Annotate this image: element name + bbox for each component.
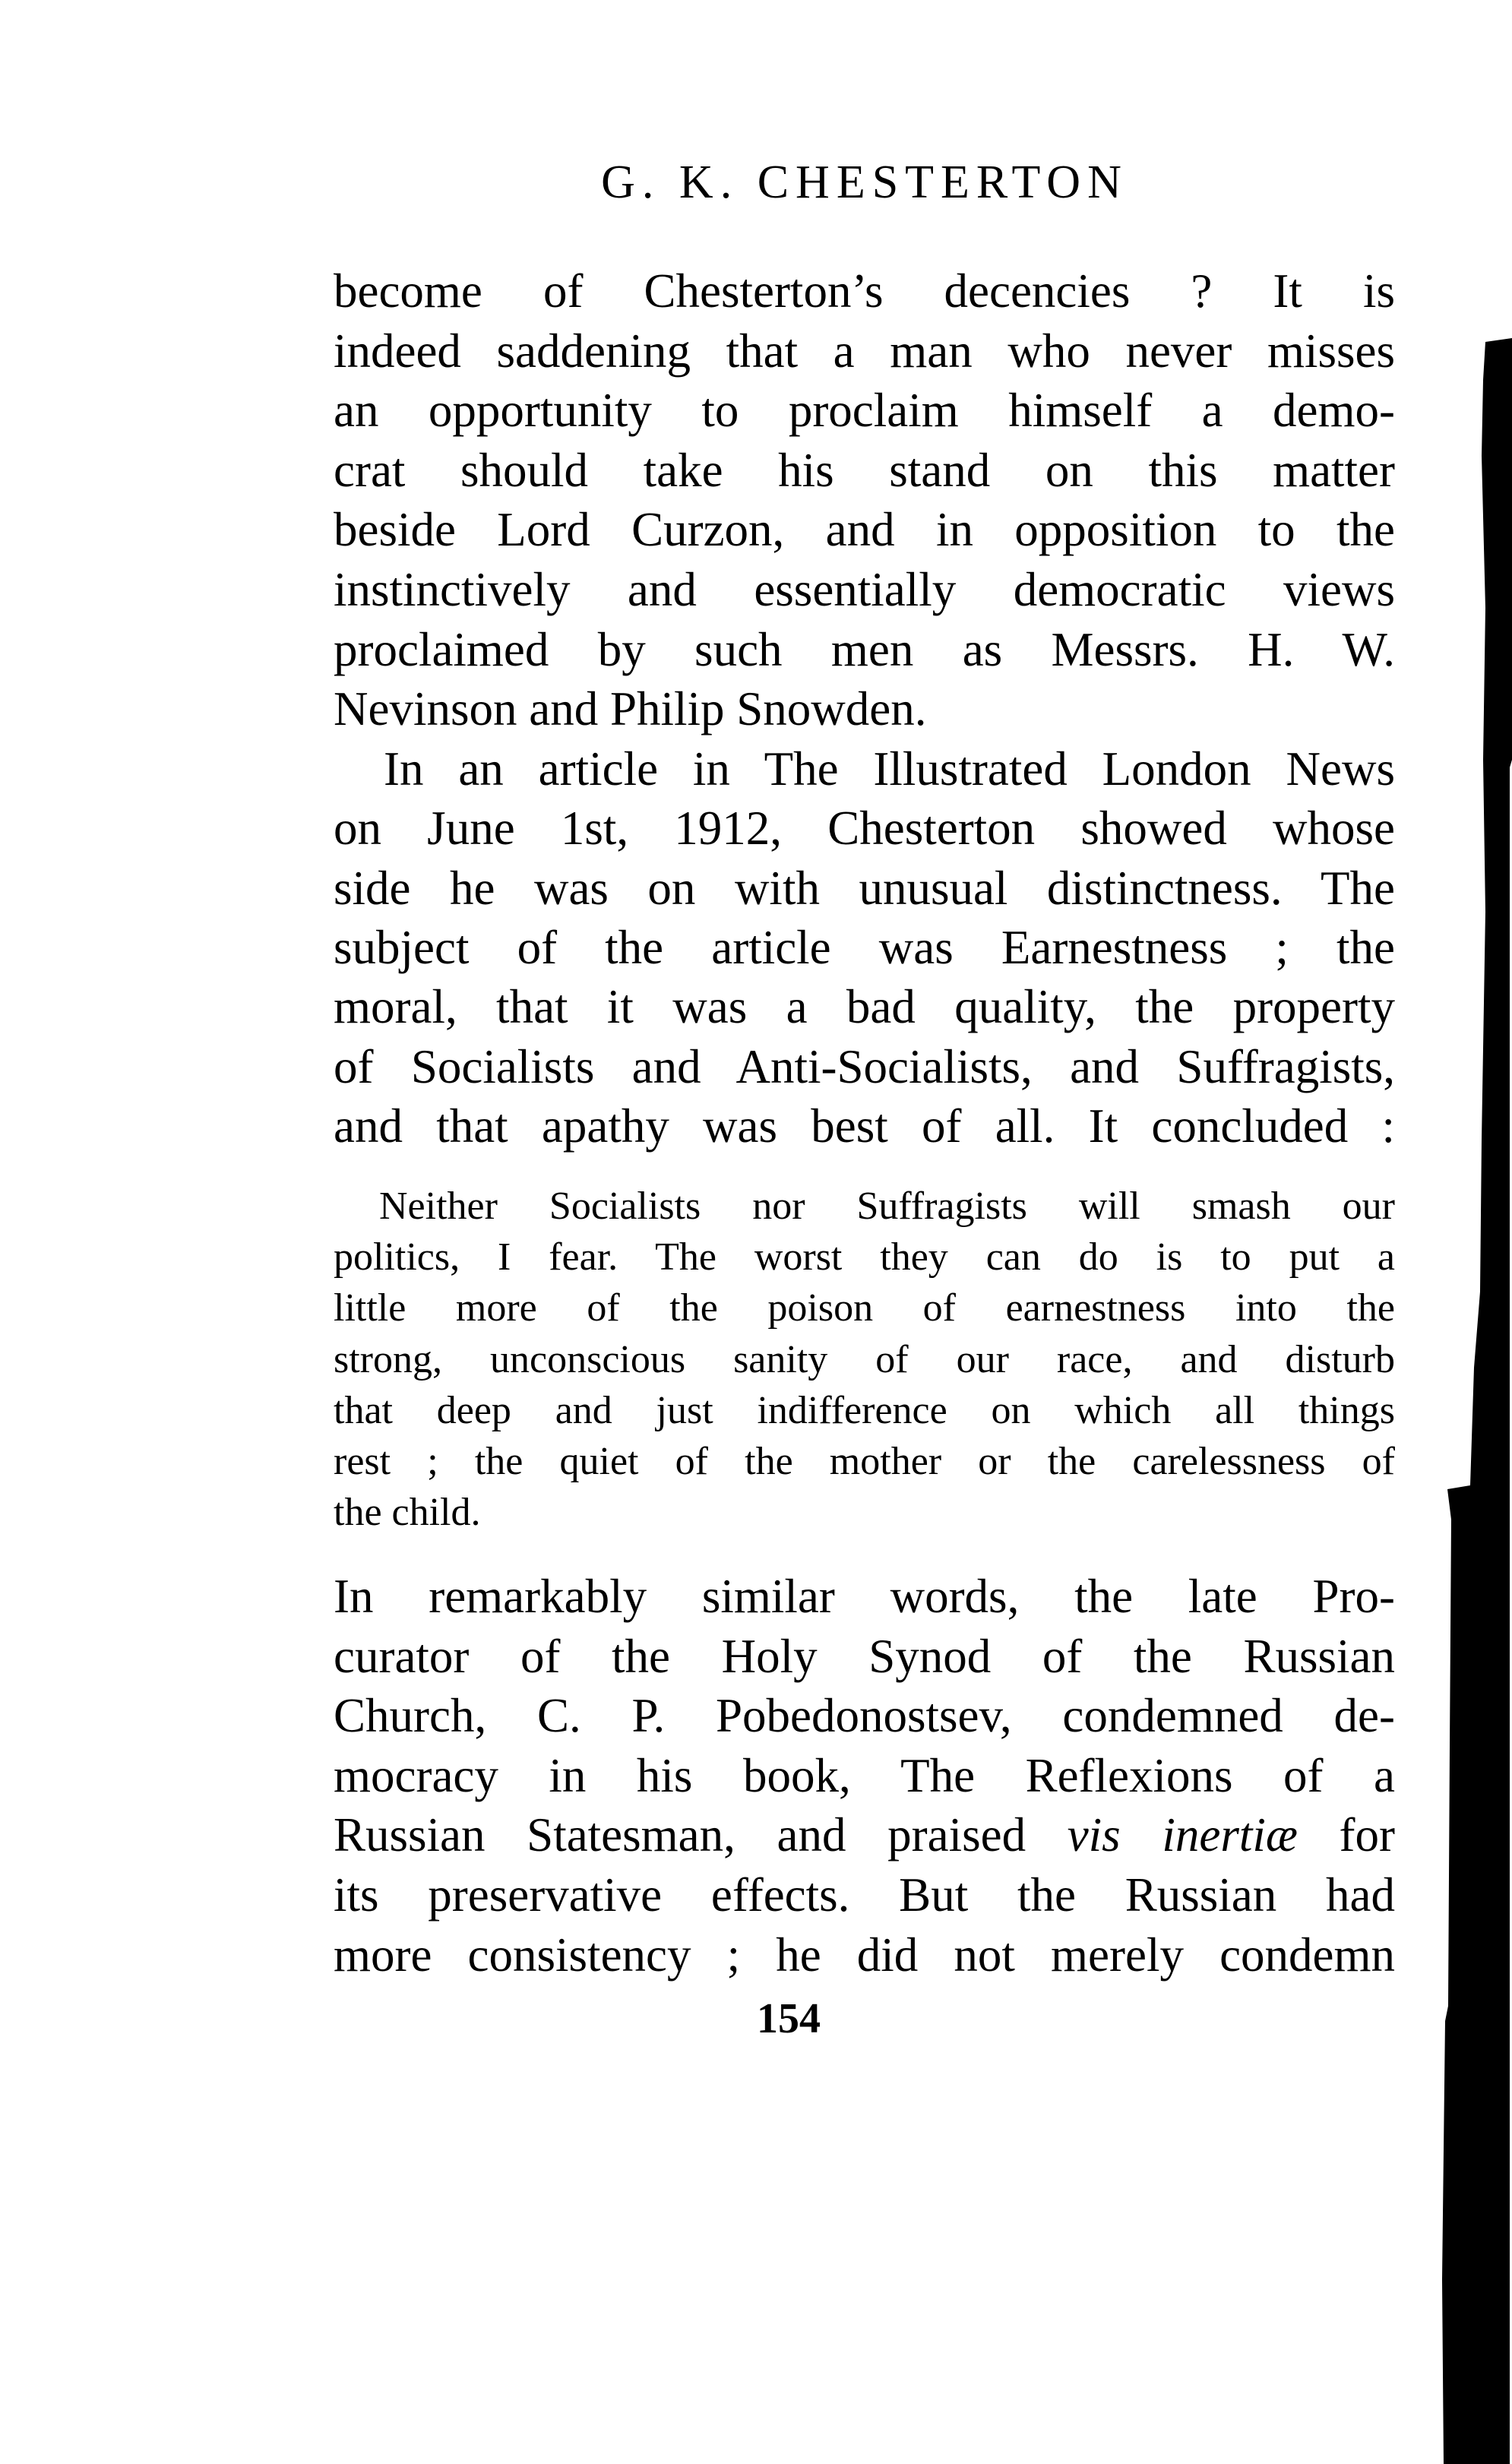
page-number: 154 — [757, 1995, 821, 2042]
quote-line: Neither Socialists nor Suffragists will smash our — [379, 1185, 1395, 1228]
text-line: become of Chesterton’s decencies ? It is — [334, 264, 1395, 318]
quote-line: little more of the poison of earnestness into the — [334, 1286, 1395, 1330]
quote-line: rest ; the quiet of the mother or the carelessness of — [334, 1440, 1395, 1483]
text-line: subject of the article was Earnestness ; the — [334, 920, 1395, 974]
text-line: curator of the Holy Synod of the Russian — [334, 1629, 1395, 1683]
text-line: of Socialists and Anti-Socialists, and Suffragists, — [334, 1039, 1395, 1093]
text-line: more consistency ; he did not merely condemn — [334, 1928, 1395, 1982]
italic-phrase: vis inertiæ — [1067, 1808, 1298, 1862]
text-line: In an article in The Illustrated London News — [384, 742, 1395, 796]
text-line: its preservative effects. But the Russian had — [334, 1868, 1395, 1922]
text-line: proclaimed by such men as Messrs. H. W. — [334, 622, 1395, 676]
text-line: on June 1st, 1912, Chesterton showed whose — [334, 802, 1395, 856]
text-line: an opportunity to proclaim himself a demo- — [334, 384, 1395, 438]
text-line: Church, C. P. Pobedonostsev, condemned de- — [334, 1689, 1395, 1743]
text-line: and that apathy was best of all. It concluded : — [334, 1099, 1395, 1153]
running-head: G. K. CHESTERTON — [601, 157, 1128, 208]
text-line: moral, that it was a bad quality, the property — [334, 980, 1395, 1034]
text-line: Russian Statesman, and praised vis inertiæ for — [334, 1808, 1395, 1862]
text-line: Nevinson and Philip Snowden. — [334, 682, 927, 736]
quote-line: the child. — [334, 1491, 481, 1535]
text-line: In remarkably similar words, the late Pro- — [334, 1570, 1395, 1623]
text-line: crat should take his stand on this matter — [334, 443, 1395, 497]
text-line: side he was on with unusual distinctness. The — [334, 861, 1395, 915]
text-line: indeed saddening that a man who never misses — [334, 324, 1395, 378]
quote-line: politics, I fear. The worst they can do is to put a — [334, 1235, 1395, 1279]
text-line: beside Lord Curzon, and in opposition to the — [334, 503, 1395, 557]
quote-line: strong, unconscious sanity of our race, and disturb — [334, 1337, 1395, 1381]
text-line: mocracy in his book, The Reflexions of a — [334, 1748, 1395, 1802]
text-line: instinctively and essentially democratic views — [334, 563, 1395, 616]
quote-line: that deep and just indifference on which all things — [334, 1388, 1395, 1432]
